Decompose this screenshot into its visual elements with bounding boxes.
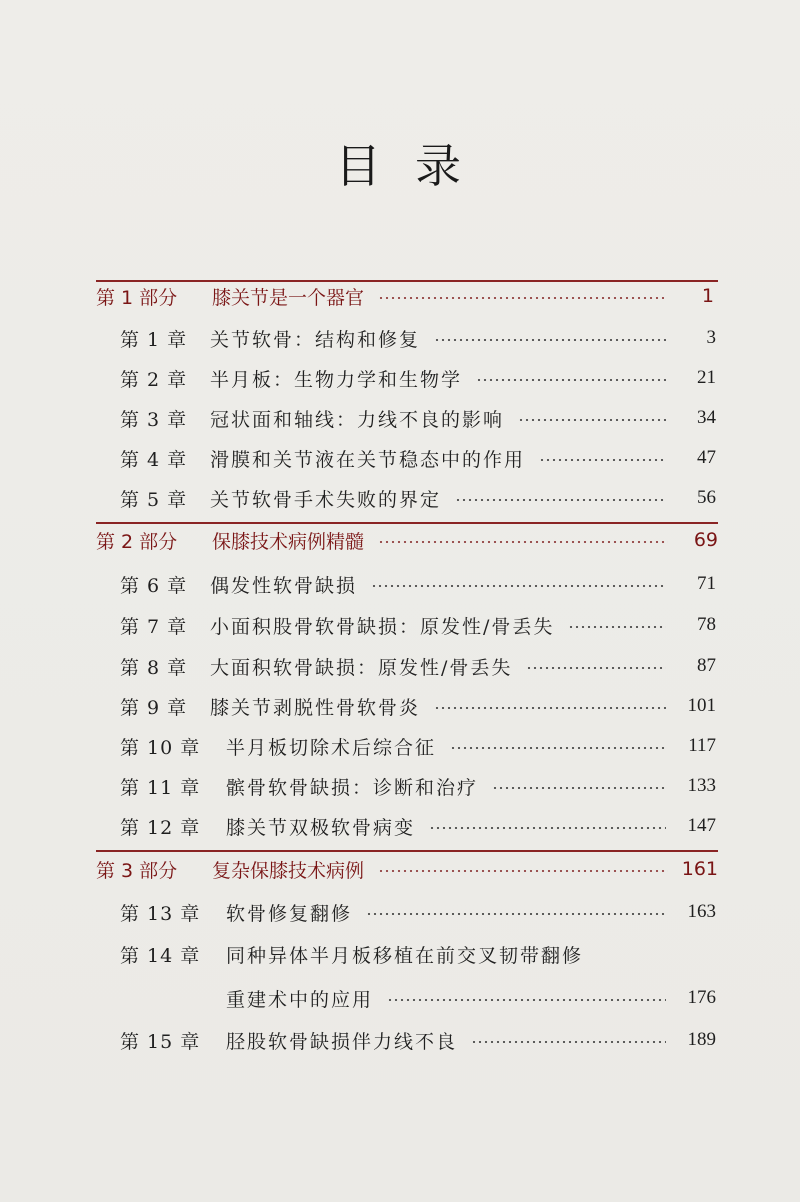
chapter-number: 第 15 章: [120, 1030, 201, 1053]
part-title: 复杂保膝技术病例: [212, 859, 365, 882]
chapter-number: 第 11 章: [120, 776, 201, 799]
dot-leader: [378, 870, 668, 872]
chapter-page: 87: [697, 655, 716, 676]
toc-chapter[interactable]: [0, 892, 800, 932]
chapter-title: 小面积股骨软骨缺损：原发性/骨丢失: [210, 615, 555, 638]
dot-leader: [518, 419, 666, 421]
toc-chapter[interactable]: [0, 1020, 800, 1060]
chapter-title: 胫股软骨缺损伴力线不良: [226, 1030, 458, 1053]
page-title: 目录: [335, 139, 495, 193]
chapter-title: 半月板：生物力学和生物学: [210, 368, 463, 391]
dot-leader: [378, 541, 668, 543]
toc-chapter[interactable]: [0, 318, 800, 358]
chapter-title: 半月板切除术后综合征: [226, 736, 437, 759]
toc-chapter[interactable]: [0, 358, 800, 398]
dot-leader: [434, 707, 666, 709]
part-number: 第 2 部分: [96, 530, 178, 553]
toc-chapter[interactable]: [0, 806, 800, 846]
chapter-page: 163: [687, 901, 716, 922]
dot-leader: [492, 787, 666, 789]
chapter-page: 21: [697, 367, 716, 388]
dot-leader: [526, 667, 666, 669]
chapter-number: 第 6 章: [120, 574, 188, 597]
chapter-number: 第 3 章: [120, 408, 188, 431]
chapter-number: 第 13 章: [120, 902, 201, 925]
part-page: 161: [681, 858, 718, 880]
chapter-page: 47: [697, 447, 716, 468]
dot-leader: [476, 379, 666, 381]
chapter-page: 147: [687, 815, 716, 836]
chapter-page: 56: [697, 487, 716, 508]
chapter-title: 大面积软骨缺损：原发性/骨丢失: [210, 656, 513, 679]
dot-leader: [429, 827, 666, 829]
chapter-number: 第 12 章: [120, 816, 201, 839]
chapter-number: 第 7 章: [120, 615, 188, 638]
chapter-page: 3: [706, 327, 716, 348]
chapter-title: 冠状面和轴线：力线不良的影响: [210, 408, 505, 431]
chapter-number: 第 14 章: [120, 944, 201, 967]
toc-chapter[interactable]: [0, 934, 800, 974]
toc-chapter[interactable]: [0, 646, 800, 686]
chapter-title: 膝关节双极软骨病变: [226, 816, 416, 839]
chapter-title: 膝关节剥脱性骨软骨炎: [210, 696, 421, 719]
toc-chapter[interactable]: [0, 686, 800, 726]
dot-leader: [371, 585, 666, 587]
chapter-title: 软骨修复翻修: [226, 902, 353, 925]
toc-chapter[interactable]: [0, 766, 800, 806]
chapter-number: 第 8 章: [120, 656, 188, 679]
part-number: 第 1 部分: [96, 286, 178, 309]
chapter-number: 第 5 章: [120, 488, 188, 511]
chapter-number: 第 2 章: [120, 368, 188, 391]
chapter-page: 71: [697, 573, 716, 594]
chapter-title: 滑膜和关节液在关节稳态中的作用: [210, 448, 526, 471]
chapter-page: 101: [687, 695, 716, 716]
toc-chapter[interactable]: [0, 438, 800, 478]
chapter-title: 关节软骨手术失败的界定: [210, 488, 442, 511]
toc-part[interactable]: [0, 520, 800, 560]
toc-part[interactable]: [0, 276, 800, 316]
chapter-page: 133: [687, 775, 716, 796]
part-number: 第 3 部分: [96, 859, 178, 882]
dot-leader: [450, 747, 666, 749]
part-title: 膝关节是一个器官: [212, 286, 365, 309]
toc-chapter[interactable]: [0, 726, 800, 766]
toc-chapter[interactable]: [0, 564, 800, 604]
dot-leader: [455, 499, 666, 501]
chapter-title: 髌骨软骨缺损：诊断和治疗: [226, 776, 479, 799]
chapter-page: 34: [697, 407, 716, 428]
chapter-page: 189: [687, 1029, 716, 1050]
toc-chapter[interactable]: [0, 478, 800, 518]
dot-leader: [387, 999, 666, 1001]
dot-leader: [366, 913, 666, 915]
part-page: 69: [693, 529, 718, 551]
dot-leader: [568, 626, 666, 628]
part-title: 保膝技术病例精髓: [212, 530, 365, 553]
chapter-number: 第 4 章: [120, 448, 188, 471]
chapter-title: 关节软骨：结构和修复: [210, 328, 421, 351]
chapter-number: 第 1 章: [120, 328, 188, 351]
chapter-page: 176: [687, 987, 716, 1008]
toc-chapter-continued[interactable]: [0, 978, 800, 1018]
dot-leader: [539, 459, 666, 461]
dot-leader: [434, 339, 666, 341]
dot-leader: [378, 297, 664, 299]
chapter-page: 117: [688, 735, 716, 756]
dot-leader: [471, 1041, 666, 1043]
toc-chapter[interactable]: [0, 605, 800, 645]
chapter-title: 同种异体半月板移植在前交叉韧带翻修: [226, 944, 584, 967]
chapter-title-continued: 重建术中的应用: [226, 988, 374, 1011]
chapter-number: 第 10 章: [120, 736, 201, 759]
chapter-title: 偶发性软骨缺损: [210, 574, 358, 597]
part-page: 1: [701, 285, 714, 307]
toc-chapter[interactable]: [0, 398, 800, 438]
chapter-page: 78: [697, 614, 716, 635]
toc-part[interactable]: [0, 849, 800, 889]
chapter-number: 第 9 章: [120, 696, 188, 719]
